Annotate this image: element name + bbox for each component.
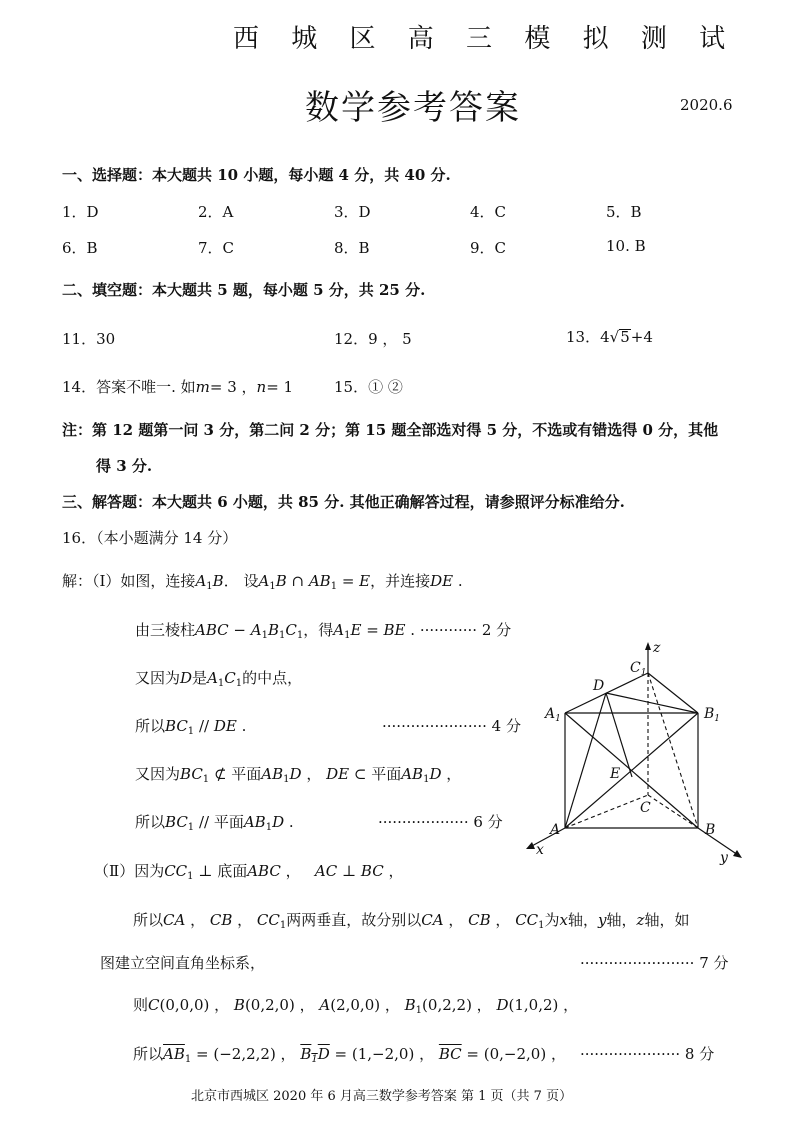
axis-z-arrow [645,642,651,650]
label-a: A [550,822,561,838]
segment-d-e [606,693,632,777]
label-d: D [593,678,605,694]
solution-line-3: 又因为D是$A_1C_1$的中点， [135,669,303,689]
section1-heading: 一、选择题：本大题共 10 小题，每小题 4 分，共 40 分. [62,166,451,184]
var-n: n [256,378,267,396]
label-a1: $A_1$ [545,706,561,724]
answer-11: 11．30 [62,330,116,348]
answer-14-eq2: = 1 [266,378,294,396]
solution-line-7: （Ⅱ）因为$CC_1$ ⊥ 底面ABC ， AC ⊥ BC ， [94,862,404,882]
label-b: B [705,822,716,838]
segment-d-b1 [606,693,698,713]
axis-y-line [698,828,738,855]
answer-12: 12．9 ， 5 [334,330,412,348]
answer-1: 1．D [62,203,99,221]
solution-line-4: 所以$BC_1$ // DE . [135,717,247,737]
answer-13-radicand: 5 [620,328,630,346]
answer-13-number: 13． [566,328,601,346]
solution-line-6: 所以$BC_1$ // 平面$AB_1D$ . [135,813,294,833]
solution-line-10: 则C(0,0,0) ， B(0,2,0) ， A(2,0,0) ， $B_1(0,2,2)$ ， D(1,0,2) ， [133,996,579,1016]
solution-line-5: 又因为$BC_1$ ⊄ 平面$AB_1D$ ， DE ⊂ 平面$AB_1D$ ， [135,765,462,785]
label-e: E [610,766,621,782]
note-line2: 得 3 分. [96,457,153,475]
answer-3: 3．D [334,203,371,221]
document-title: 数学参考答案 [305,88,521,128]
section3-heading: 三、解答题：本大题共 6 小题，共 85 分. 其他正确解答过程，请参照评分标准给分. [62,493,625,511]
answer-14-prefix: 14．答案不唯一. 如 [62,378,196,396]
edge-a-c [565,795,648,828]
answer-13-coef: 4 [600,328,610,346]
score-4: ······················ 4 分 [382,717,521,735]
answer-14-eq1: = 3 ， [209,378,257,396]
answer-15: 15．① ② [334,378,403,396]
solution-line-8: 所以CA ， CB ， $CC_1$两两垂直，故分别以CA ， CB ， $CC_1$为x轴，y轴，z轴，如 [133,911,690,931]
label-y: y [720,850,728,866]
solution-line-11: 所以$\overline{AB}_1 = (-2,2,2)$ ， $B_1D = (1,-2,0)$ ， $\overline{BC} = (0,-2,0)$ ， [133,1045,566,1065]
section2-heading: 二、填空题：本大题共 5 题，每小题 5 分，共 25 分. [62,281,426,299]
prism-figure [520,640,760,870]
answer-6: 6．B [62,239,98,257]
axis-y-arrow [733,850,742,858]
label-c1: $C_1$ [630,660,647,678]
answer-4: 4．C [470,203,507,221]
label-b1: $B_1$ [704,706,721,724]
school-title: 西 城 区 高 三 模 拟 测 试 [233,24,738,54]
answer-14 [62,376,293,397]
page-footer: 北京市西城区 2020 年 6 月高三数学参考答案 第 1 页（共 7 页） [191,1089,573,1104]
label-z: z [653,640,661,656]
label-c: C [640,800,651,816]
score-6: ··················· 6 分 [378,813,503,831]
solution-line-9: 图建立空间直角坐标系， [100,954,266,972]
answer-7: 7．C [198,239,235,257]
answer-5: 5．B [606,203,642,221]
score-8: ····················· 8 分 [580,1045,715,1063]
solution-line-2: 由三棱柱ABC − $A_1B_1C_1$，得$A_1E$ = BE . ············ 2 分 [135,621,512,641]
answer-9: 9．C [470,239,507,257]
answer-13: 13．4√5+4 [566,328,653,346]
answer-13-tail: +4 [630,328,653,346]
score-7: ························ 7 分 [580,954,729,972]
label-x: x [536,842,544,858]
var-m: m [195,378,210,396]
question-16-title: 16．（本小题满分 14 分） [62,529,238,547]
solution-line-1: 解：（Ⅰ）如图，连接$A_1B$． 设$A_1B$ ∩ $AB_1 = E$，并连接DE . [62,572,463,592]
note-line1: 注：第 12 题第一问 3 分，第二问 2 分；第 15 题全部选对得 5 分，不选或有错选得 0 分，其他 [62,421,719,439]
edge-c-b [648,795,698,828]
answer-2: 2．A [198,203,234,221]
document-date: 2020.6 [680,96,733,114]
answer-8: 8．B [334,239,370,257]
answer-10: 10. B [606,237,646,255]
